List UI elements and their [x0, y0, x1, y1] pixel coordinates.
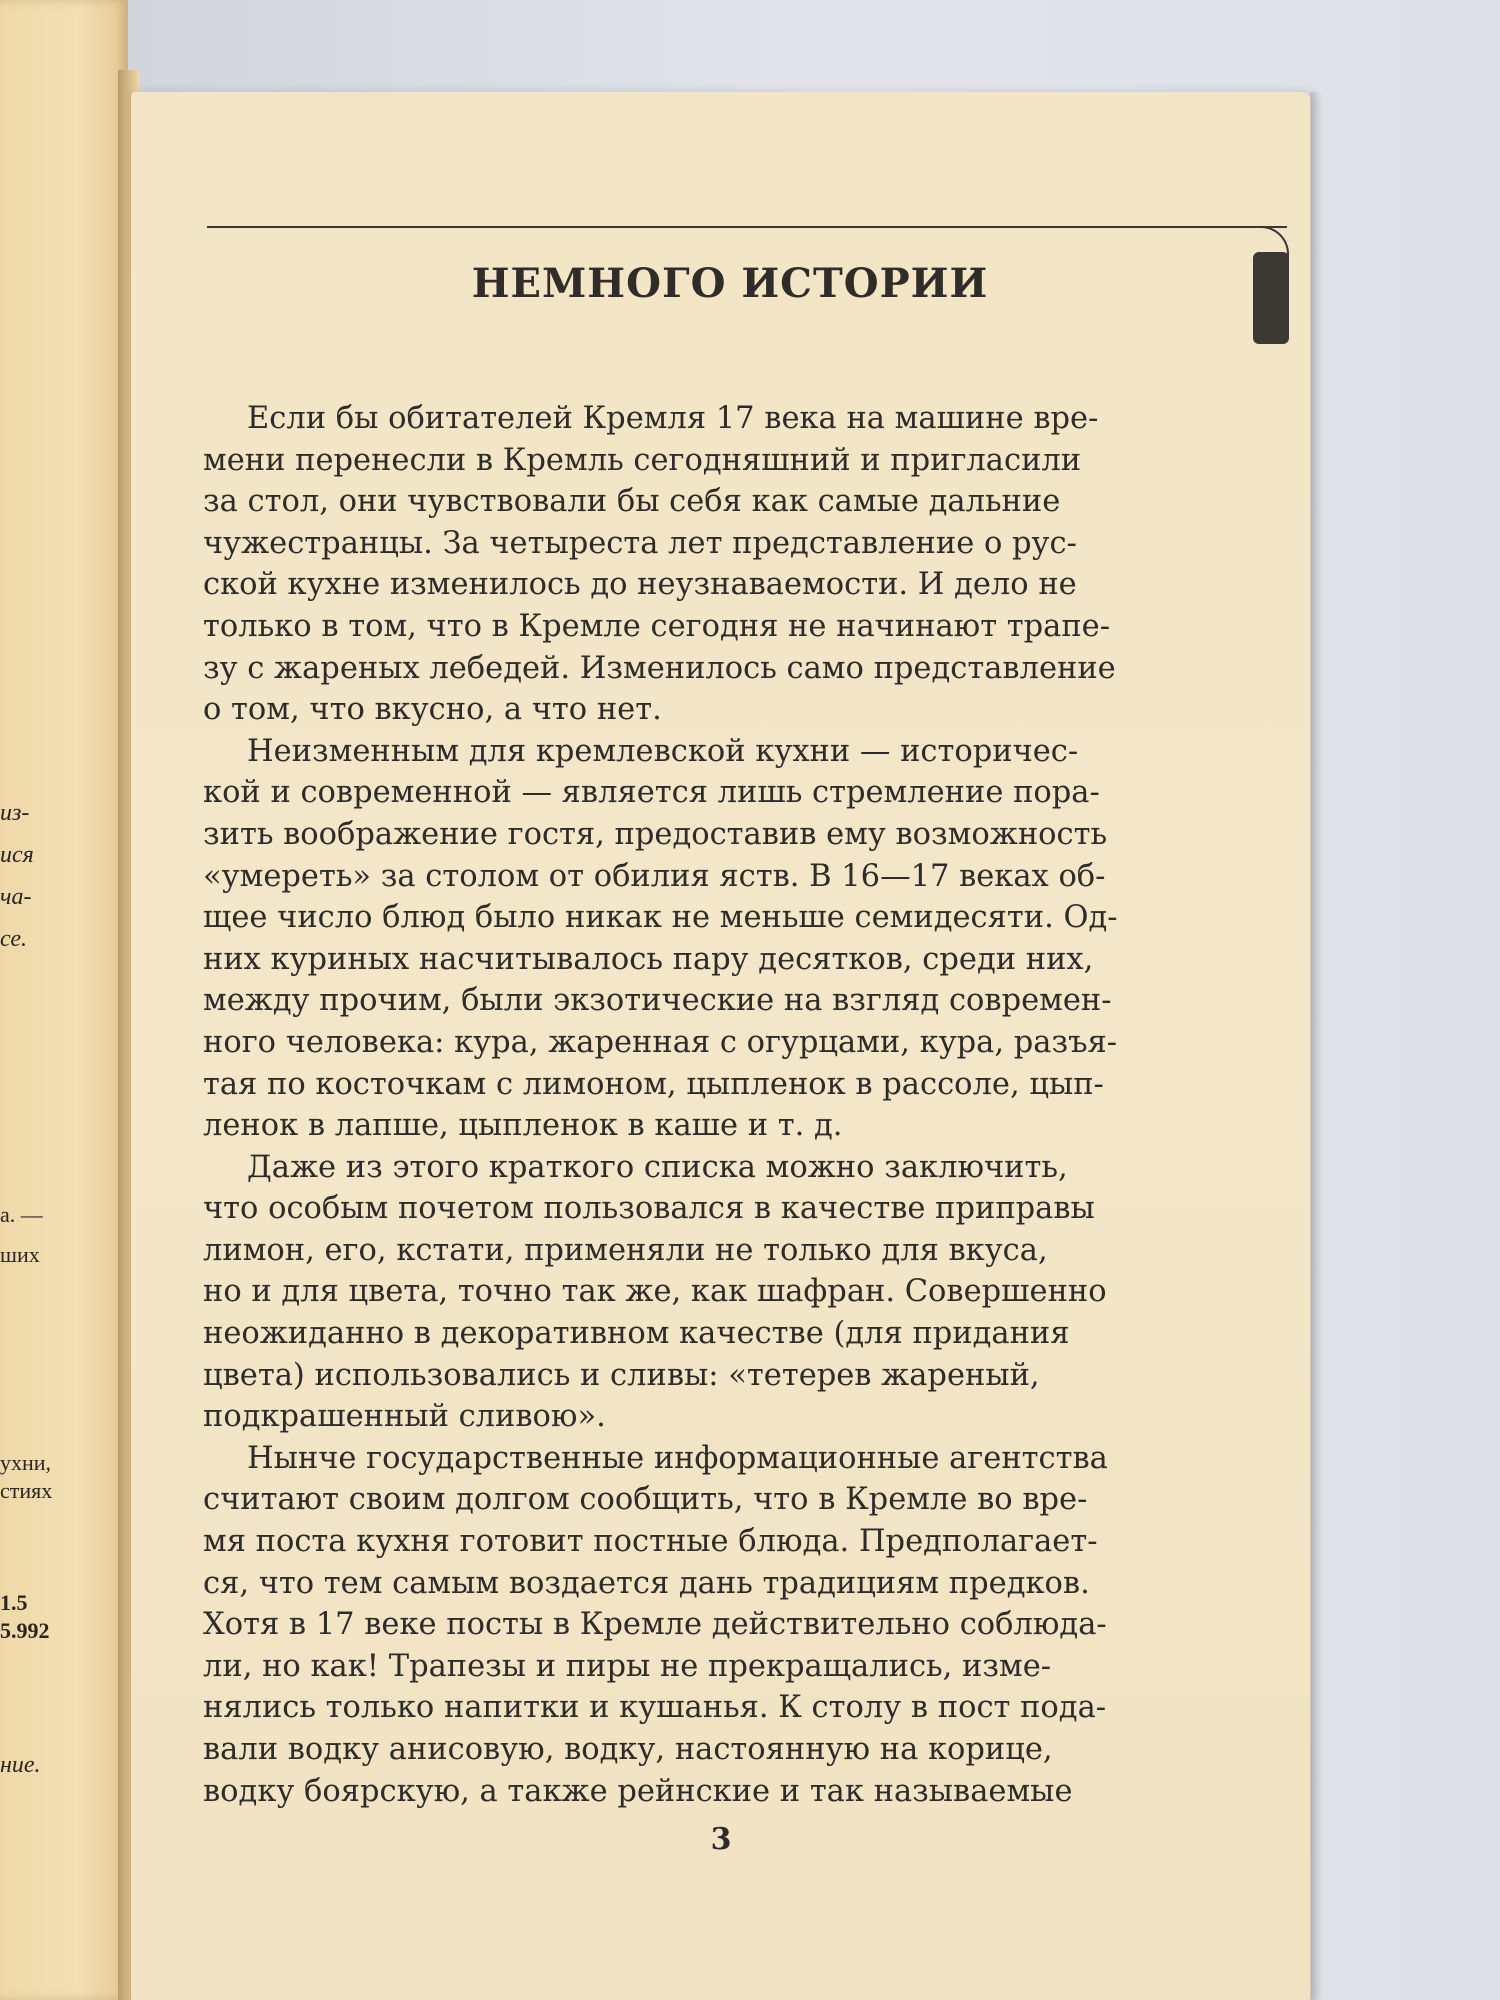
text-line: но и для цвета, точно так же, как шафран. Совершенно — [203, 1274, 1107, 1310]
text-line: мени перенесли в Кремль сегодняшний и пригласили — [203, 442, 1082, 478]
text-line: тая по косточкам с лимоном, цыпленок в рассоле, цып- — [203, 1066, 1104, 1102]
text-line: ленок в лапше, цыпленок в каше и т. д. — [203, 1108, 843, 1144]
text-line: щее число блюд было никак не меньше семидесяти. Од- — [203, 900, 1118, 936]
previous-page-fragment: 5.992 — [0, 1618, 50, 1643]
previous-page-fragment: ухни, — [0, 1450, 52, 1475]
previous-page-fragment: ися — [0, 842, 34, 868]
chapter-thumb-tab — [1253, 252, 1289, 344]
text-line: Нынче государственные информационные агентства — [247, 1440, 1108, 1476]
text-line: между прочим, были экзотические на взгляд современ- — [203, 983, 1112, 1019]
text-line: только в том, что в Кремле сегодня не начинают трапе- — [203, 608, 1111, 644]
text-line: кой и современной — является лишь стремление пора- — [203, 775, 1100, 811]
text-line: ской кухне изменилось до неузнаваемости. И дело не — [203, 567, 1077, 603]
previous-page-fragment: из- — [0, 800, 30, 826]
text-line: Если бы обитателей Кремля 17 века на машине вре- — [247, 401, 1099, 436]
previous-page-fragment: а. — — [0, 1202, 43, 1227]
text-line: неожиданно в декоративном качестве (для придания — [203, 1316, 1070, 1352]
text-line: Неизменным для кремлевской кухни — историчес- — [247, 733, 1079, 769]
previous-page-fragment: ча- — [0, 884, 32, 910]
text-line: мя поста кухня готовит постные блюда. Предполагает- — [203, 1524, 1098, 1560]
paragraph — [203, 1147, 1263, 1438]
text-line: «умереть» за столом от обилия яств. В 16—17 веках об- — [203, 858, 1106, 894]
previous-page-fragment: ние. — [0, 1752, 41, 1778]
previous-page-fragment: се. — [0, 926, 27, 952]
page-edge-shadow — [1310, 92, 1322, 2000]
page-number: 3 — [710, 1822, 732, 1857]
text-line: лимон, его, кстати, применяли не только для вкуса, — [203, 1232, 1048, 1268]
text-line: нялись только напитки и кушанья. К столу в пост пода- — [203, 1690, 1107, 1726]
text-line: чужестранцы. За четыреста лет представление о рус- — [203, 525, 1077, 561]
text-line: них куриных насчитывалось пару десятков, среди них, — [203, 941, 1094, 977]
paragraph — [203, 731, 1263, 1147]
text-line: водку боярскую, а также рейнские и так называемые — [203, 1773, 1073, 1809]
text-line: подкрашенный сливою». — [203, 1399, 606, 1435]
text-line: что особым почетом пользовался в качестве приправы — [203, 1191, 1095, 1227]
text-line: вали водку анисовую, водку, настоянную на корице, — [203, 1732, 1053, 1767]
header-rule — [207, 226, 1287, 228]
previous-page — [0, 0, 128, 2000]
body-text — [203, 398, 1263, 1812]
text-line: ли, но как! Трапезы и пиры не прекращались, изме- — [203, 1648, 1052, 1684]
previous-page-fragment: 1.5 — [0, 1590, 28, 1615]
text-line: считают своим долгом сообщить, что в Кремле во вре- — [203, 1482, 1088, 1518]
text-line: Даже из этого краткого списка можно заключить, — [247, 1149, 1068, 1185]
chapter-title: НЕМНОГО ИСТОРИИ — [471, 260, 989, 307]
text-line: зу с жареных лебедей. Изменилось само представление — [203, 650, 1116, 686]
paragraph — [203, 1438, 1263, 1812]
text-line: ся, что тем самым воздается дань традициям предков. — [203, 1565, 1090, 1601]
text-line: за стол, они чувствовали бы себя как самые дальние — [203, 484, 1061, 520]
text-line: цвета) использовались и сливы: «тетерев жареный, — [203, 1357, 1040, 1393]
text-line: ного человека: кура, жаренная с огурцами, кура, разъя- — [203, 1024, 1118, 1060]
text-line: о том, что вкусно, а что нет. — [203, 692, 662, 728]
previous-page-fragment: ших — [0, 1242, 40, 1267]
paragraph — [203, 398, 1263, 731]
book-page — [130, 92, 1311, 2000]
previous-page-fragment: стиях — [0, 1478, 53, 1503]
text-line: зить воображение гостя, предоставив ему возможность — [203, 816, 1108, 852]
text-line: Хотя в 17 веке посты в Кремле действительно соблюда- — [203, 1607, 1107, 1643]
